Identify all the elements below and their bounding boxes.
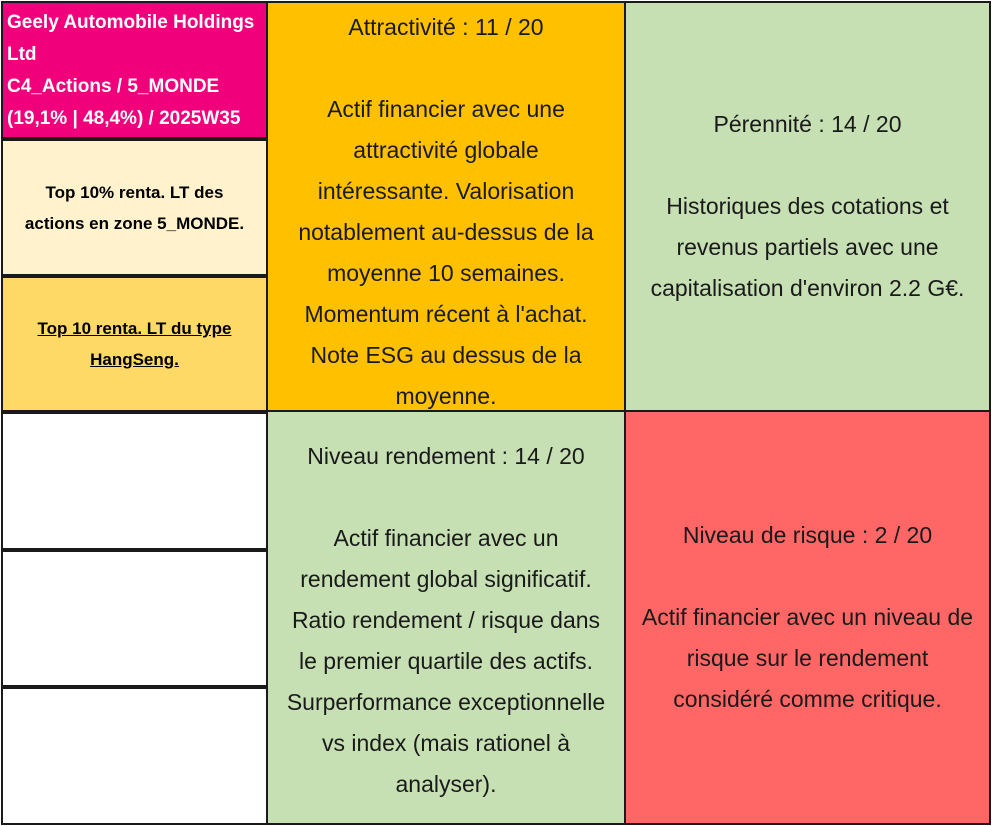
- rendement-line: analyser).: [395, 771, 497, 797]
- risque-panel: [624, 410, 991, 825]
- perennite-line: capitalisation d'environ 2.2 G€.: [650, 275, 965, 301]
- top-type-line2: HangSeng.: [90, 350, 179, 369]
- perennite-line: revenus partiels avec une: [676, 234, 939, 260]
- rendement-heading: Niveau rendement : 14 / 20: [307, 443, 585, 469]
- attractivite-line: moyenne.: [395, 383, 497, 409]
- top-type-line1: Top 10 renta. LT du type: [37, 319, 232, 338]
- risque-line: risque sur le rendement: [686, 645, 929, 671]
- empty-cell-2: [1, 550, 268, 687]
- attractivite-line: intéressante. Valorisation: [317, 178, 575, 204]
- top-type-badge: [1, 276, 268, 412]
- empty-cell-3: [1, 687, 268, 825]
- perennite-heading: Pérennité : 14 / 20: [713, 111, 902, 137]
- asset-name-line2: Ltd: [7, 44, 37, 65]
- rendement-line: le premier quartile des actifs.: [298, 648, 593, 674]
- rendement-line: Surperformance exceptionnelle: [286, 689, 606, 715]
- top-zone-badge: [1, 139, 268, 276]
- attractivite-line: Momentum récent à l'achat.: [304, 301, 588, 327]
- top-zone-line2: actions en zone 5_MONDE.: [24, 213, 245, 233]
- rendement-line: vs index (mais rationel à: [322, 730, 570, 756]
- asset-category: C4_Actions / 5_MONDE: [7, 76, 220, 97]
- rendement-line: rendement global significatif.: [300, 566, 592, 592]
- asset-name-line1: Geely Automobile Holdings: [7, 12, 255, 33]
- attractivite-line: Note ESG au dessus de la: [310, 342, 582, 368]
- attractivite-line: moyenne 10 semaines.: [327, 260, 565, 286]
- top-zone-line1: Top 10% renta. LT des: [45, 182, 224, 202]
- attractivite-line: notablement au-dessus de la: [298, 219, 594, 245]
- risque-line: considéré comme critique.: [673, 686, 942, 712]
- rendement-line: Actif financier avec un: [333, 525, 559, 551]
- attractivite-panel: [266, 1, 626, 412]
- risque-line: Actif financier avec un niveau de: [641, 604, 974, 630]
- empty-cell-1: [1, 412, 268, 550]
- asset-stats-week: (19,1% | 48,4%) / 2025W35: [7, 108, 241, 129]
- attractivite-line: attractivité globale: [353, 137, 539, 163]
- perennite-line: Historiques des cotations et: [666, 193, 949, 219]
- risque-heading: Niveau de risque : 2 / 20: [682, 522, 933, 548]
- rendement-panel: [266, 410, 626, 825]
- attractivite-heading: Attractivité : 11 / 20: [348, 14, 544, 40]
- asset-title-block: [1, 1, 268, 139]
- rendement-line: Ratio rendement / risque dans: [291, 607, 601, 633]
- perennite-panel: [624, 1, 991, 412]
- attractivite-line: Actif financier avec une: [327, 96, 565, 122]
